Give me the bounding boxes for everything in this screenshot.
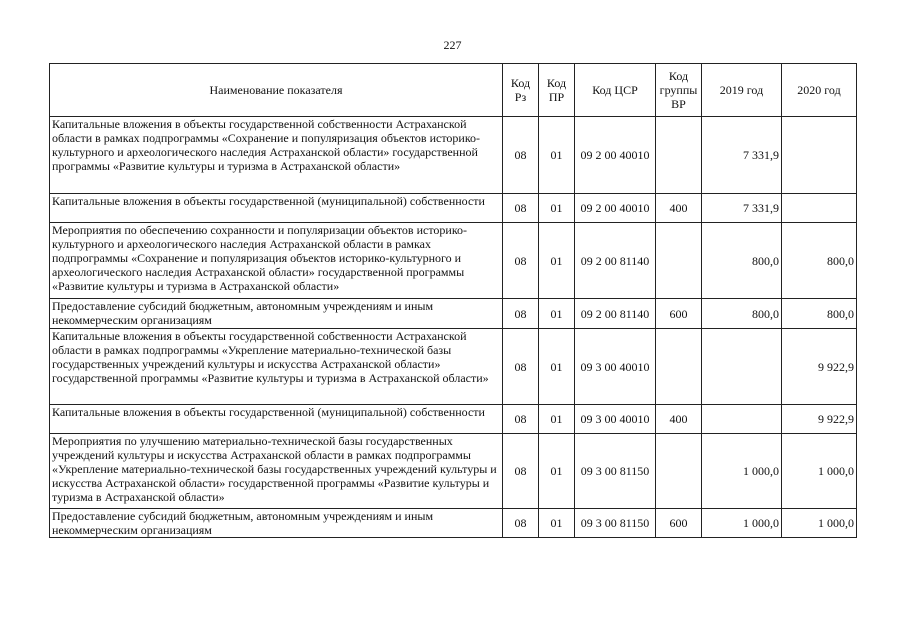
vr-code: [656, 223, 702, 299]
amount-2019: [702, 405, 782, 434]
rz-code: 08: [503, 194, 539, 223]
amount-2020: 800,0: [782, 299, 857, 329]
budget-table: [49, 63, 857, 538]
vr-code: 600: [656, 509, 702, 538]
csr-code: 09 2 00 81140: [575, 223, 656, 299]
pr-code: 01: [539, 194, 575, 223]
pr-code: 01: [539, 117, 575, 194]
table-row: [50, 329, 857, 405]
rz-code: 08: [503, 299, 539, 329]
amount-2020: 1 000,0: [782, 434, 857, 509]
vr-code: [656, 117, 702, 194]
amount-2020: 800,0: [782, 223, 857, 299]
amount-2019: 7 331,9: [702, 117, 782, 194]
csr-code: 09 3 00 81150: [575, 434, 656, 509]
amount-2019: 1 000,0: [702, 509, 782, 538]
amount-2020: 9 922,9: [782, 405, 857, 434]
table-header-row: [50, 64, 857, 117]
column-header-2019: 2019 год: [702, 64, 782, 117]
indicator-name: Предоставление субсидий бюджетным, автономным учреждениям и иным некоммерческим организациям: [50, 299, 503, 329]
csr-code: 09 3 00 81150: [575, 509, 656, 538]
indicator-name: Капитальные вложения в объекты государственной (муниципальной) собственности: [50, 405, 503, 434]
column-header-2020: 2020 год: [782, 64, 857, 117]
rz-code: 08: [503, 223, 539, 299]
rz-code: 08: [503, 509, 539, 538]
indicator-name: Мероприятия по улучшению материально-технической базы государственных учреждений культуры и искусства Астраханской области в рамках подпрограммы «Укрепление материально-технической базы государственных учреждений культуры и искусства Астраханской области» государственной программы «Развитие культуры и туризма в Астраханской области»: [50, 434, 503, 509]
column-header-csr: Код ЦСР: [575, 64, 656, 117]
csr-code: 09 3 00 40010: [575, 329, 656, 405]
rz-code: 08: [503, 329, 539, 405]
pr-code: 01: [539, 509, 575, 538]
vr-code: [656, 329, 702, 405]
indicator-name: Предоставление субсидий бюджетным, автономным учреждениям и иным некоммерческим организациям: [50, 509, 503, 538]
amount-2019: 800,0: [702, 299, 782, 329]
amount-2020: [782, 117, 857, 194]
indicator-name: Капитальные вложения в объекты государственной (муниципальной) собственности: [50, 194, 503, 223]
pr-code: 01: [539, 434, 575, 509]
pr-code: 01: [539, 223, 575, 299]
pr-code: 01: [539, 329, 575, 405]
table-row: [50, 434, 857, 509]
csr-code: 09 2 00 81140: [575, 299, 656, 329]
column-header-vr: Код группы ВР: [656, 64, 702, 117]
amount-2020: [782, 194, 857, 223]
amount-2019: 1 000,0: [702, 434, 782, 509]
indicator-name: Капитальные вложения в объекты государственной собственности Астраханской области в рамках подпрограммы «Укрепление материально-технической базы государственных учреждений культуры и искусства Астраханской области» государственной программы «Развитие культуры и туризма в Астраханской области»: [50, 329, 503, 405]
column-header-pr: Код ПР: [539, 64, 575, 117]
amount-2020: 9 922,9: [782, 329, 857, 405]
page-number: 227: [443, 38, 462, 52]
csr-code: 09 2 00 40010: [575, 194, 656, 223]
table-row: [50, 223, 857, 299]
rz-code: 08: [503, 405, 539, 434]
vr-code: 600: [656, 299, 702, 329]
column-header-name: Наименование показателя: [50, 64, 503, 117]
pr-code: 01: [539, 299, 575, 329]
csr-code: 09 2 00 40010: [575, 117, 656, 194]
amount-2019: 800,0: [702, 223, 782, 299]
vr-code: 400: [656, 194, 702, 223]
table-row: [50, 117, 857, 194]
amount-2020: 1 000,0: [782, 509, 857, 538]
column-header-rz: Код Рз: [503, 64, 539, 117]
table-row: [50, 405, 857, 434]
vr-code: 400: [656, 405, 702, 434]
csr-code: 09 3 00 40010: [575, 405, 656, 434]
table-row: [50, 194, 857, 223]
rz-code: 08: [503, 117, 539, 194]
rz-code: 08: [503, 434, 539, 509]
indicator-name: Капитальные вложения в объекты государственной собственности Астраханской области в рамках подпрограммы «Сохранение и популяризация объектов историко-культурного и археологического наследия Астраханской области» государственной программы «Развитие культуры и туризма в Астраханской области»: [50, 117, 503, 194]
table-row: [50, 509, 857, 538]
table-row: [50, 299, 857, 329]
vr-code: [656, 434, 702, 509]
indicator-name: Мероприятия по обеспечению сохранности и популяризации объектов историко-культурного и археологического наследия Астраханской области в рамках подпрограммы «Сохранение и популяризация объектов историко-культурного и археологического наследия Астраханской области» государственной программы «Развитие культуры и туризма в Астраханской области»: [50, 223, 503, 299]
amount-2019: [702, 329, 782, 405]
pr-code: 01: [539, 405, 575, 434]
amount-2019: 7 331,9: [702, 194, 782, 223]
